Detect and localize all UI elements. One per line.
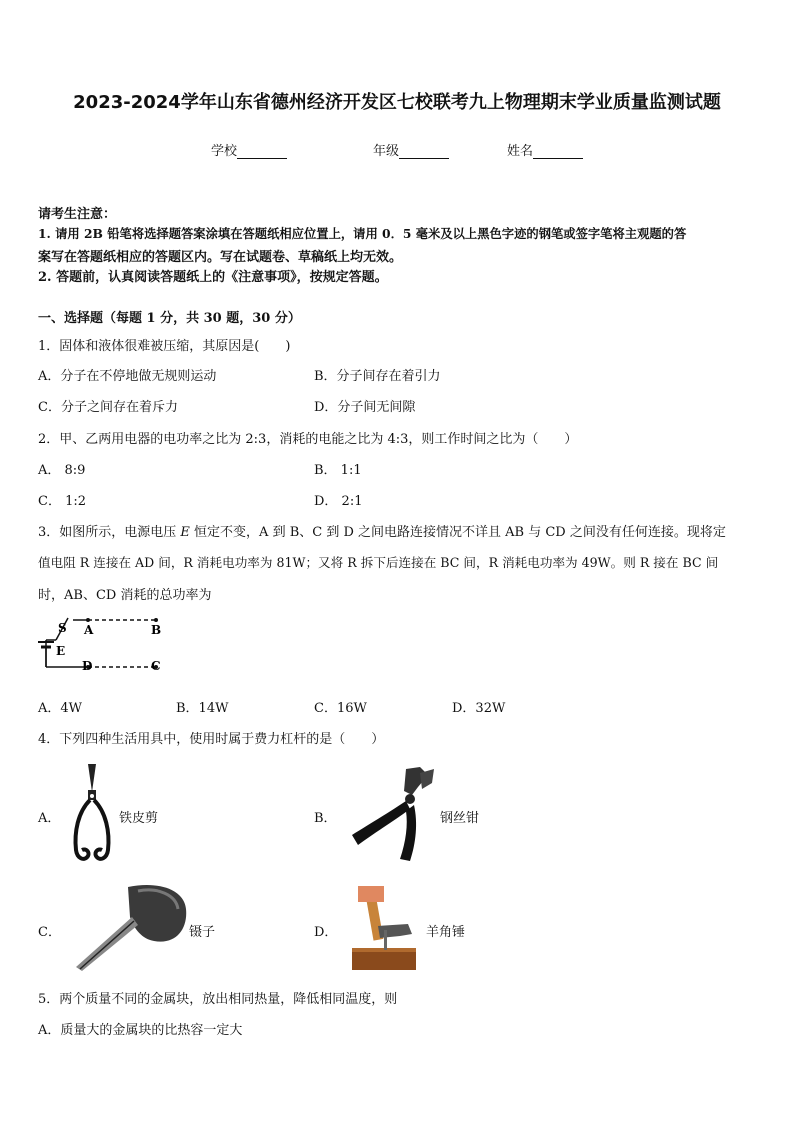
q3-option-c: C．16W [314,701,367,716]
q1-option-d: D．分子间无间隙 [314,400,416,415]
q3-line-1-start: 3．如图所示，电源电压 [38,525,181,540]
q1-option-b: B．分子间存在着引力 [314,369,441,384]
school-blank [237,146,287,159]
wire-cutter-pliers-image [348,765,436,863]
grade-blank [399,146,449,159]
q3-e-symbol: E [180,525,190,540]
notice-heading: 请考生注意： [38,207,117,222]
q4-option-d-label: 羊角锤 [426,925,466,940]
q3-circuit-diagram [36,610,176,682]
q1-option-c: C．分子之间存在着斥力 [38,400,178,415]
label-c: C [151,659,161,673]
notice-line-3: 2. 答题前，认真阅读答题纸上的《注意事项》，按规定答题。 [38,270,388,285]
school-field [211,140,287,159]
q2-option-c: C． 1:2 [38,494,87,509]
q3-line-3: 时，AB、CD 消耗的总功率为 [38,588,212,603]
q5-option-a: A．质量大的金属块的比热容一定大 [38,1023,243,1038]
q2-stem: 2．甲、乙两用电器的电功率之比为 2:3，消耗的电能之比为 4:3，则工作时间之比为（ ） [38,432,578,447]
q3-option-b: B．14W [176,701,229,716]
q4-option-c-letter: C． [38,925,61,940]
q1-stem: 1．固体和液体很难被压缩，其原因是( ) [38,339,291,354]
school-label: 学校 [211,144,238,159]
name-label: 姓名 [507,144,534,159]
page-title: 2023-2024学年山东省德州经济开发区七校联考九上物理期末学业质量监测试题 [73,92,721,113]
label-d: D [82,659,93,673]
name-blank [533,146,583,159]
tweezers-image [68,881,188,973]
q4-option-c-label: 镊子 [189,925,216,940]
terminal-b [154,618,158,622]
tin-snips-image [68,762,116,868]
q3-option-a: A．4W [38,701,83,716]
grade-label: 年级 [373,144,400,159]
label-s: S [58,621,67,635]
q3-option-d: D．32W [452,701,506,716]
label-a: A [84,623,94,637]
notice-line-2: 案写在答题纸相应的答题区内。写在试题卷、草稿纸上均无效。 [38,250,403,265]
q2-option-d: D． 2:1 [314,494,363,509]
q4-option-b-label: 钢丝钳 [440,811,480,826]
q4-stem: 4．下列四种生活用具中，使用时属于费力杠杆的是（ ） [38,732,385,747]
name-field [507,140,583,159]
q3-line-1 [38,521,726,540]
q2-option-b: B． 1:1 [314,463,362,478]
notice-line-1: 1. 请用 2B 铅笔将选择题答案涂填在答题纸相应位置上，请用 0．5 毫米及以上黑色字迹的钢笔或签字笔将主观题的答 [38,226,687,241]
q3-line-2: 值电阻 R 连接在 AD 间，R 消耗电功率为 81W；又将 R 拆下后连接在 BC 间，R 消耗电功率为 49W。则 R 接在 BC 间 [38,555,719,570]
q4-option-a-label: 铁皮剪 [119,811,159,826]
q1-option-a: A．分子在不停地做无规则运动 [38,369,217,384]
label-e: E [56,644,66,658]
q4-option-a-letter: A． [38,811,61,826]
q4-option-b-letter: B． [314,811,337,826]
q3-line-1-end: A 到 B、C 到 D 之间电路连接情况不详且 AB 与 CD 之间没有任何连接。现将定 [259,525,726,540]
grade-field [373,140,449,159]
q4-option-d-letter: D． [314,925,338,940]
q3-line-1-mid: 恒定不变， [189,525,260,540]
section-heading: 一、选择题（每题 1 分，共 30 题，30 分） [38,311,301,326]
q2-option-a: A． 8:9 [38,463,86,478]
claw-hammer-image [350,886,420,972]
label-b: B [151,623,162,637]
q5-stem: 5．两个质量不同的金属块，放出相同热量，降低相同温度，则 [38,992,398,1007]
